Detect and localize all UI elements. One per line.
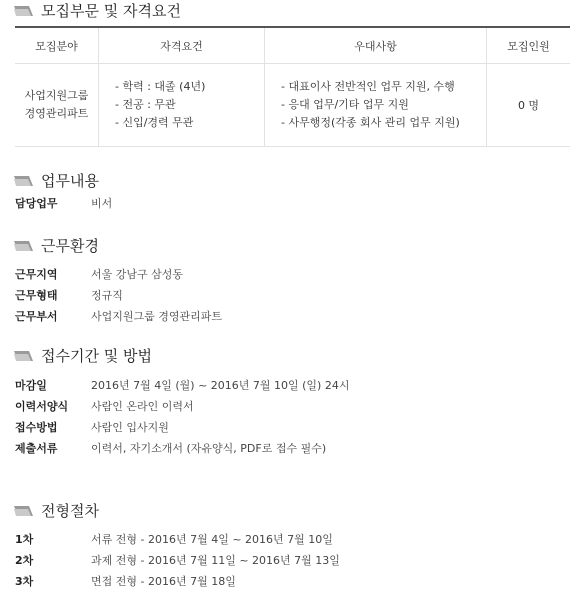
preference-item: - 응대 업무/기타 업무 지원 [281,98,409,111]
item-value: 사업지원그룹 경영관리파트 [91,310,223,323]
item-value: 2016년 7월 4일 (월) ~ 2016년 7월 10일 (일) 24시 [91,379,350,392]
field-line: 사업지원그룹 [24,89,89,102]
list-item [15,398,349,419]
requirements-table [15,26,570,147]
item-value: 사람인 온라인 이력서 [91,400,194,413]
section-title-environment [14,235,99,256]
section-bullet-icon [14,5,34,17]
list-item [15,419,349,440]
environment-list [15,266,222,329]
section-title-requirements [14,0,181,21]
item-label: 제출서류 [15,442,58,455]
item-label: 접수방법 [15,421,58,434]
item-value: 정규직 [91,289,123,302]
header-qualifications: 자격요건 [99,27,265,64]
item-value: 과제 전형 - 2016년 7월 11일 ~ 2016년 7월 13일 [91,554,340,567]
section-title-text: 접수기간 및 방법 [41,347,152,365]
list-item [15,552,340,573]
table-row [15,64,570,147]
preference-item: - 대표이사 전반적인 업무 지원, 수행 [281,80,455,93]
item-label: 이력서양식 [15,400,69,413]
item-value: 이력서, 자기소개서 (자유양식, PDF로 접수 필수) [91,442,327,455]
item-value: 사람인 입사지원 [91,421,169,434]
header-count: 모집인원 [487,27,571,64]
list-item [15,287,222,308]
cell-qualifications [99,64,265,147]
section-title-process [14,500,99,521]
item-label: 담당업무 [15,197,58,210]
qualification-item: - 신입/경력 무관 [115,116,194,129]
duties-list [15,195,112,216]
section-title-text: 모집부문 및 자격요건 [41,2,181,20]
section-title-duties [14,170,99,191]
header-preferences: 우대사항 [265,27,487,64]
list-item [15,440,349,480]
table-header-row [15,27,570,64]
item-value: 서류 전형 - 2016년 7월 4일 ~ 2016년 7월 10일 [91,533,333,546]
header-field: 모집분야 [15,27,99,64]
list-item [15,573,340,594]
item-label: 1차 [15,533,34,546]
section-bullet-icon [14,240,34,252]
item-label: 마감일 [15,379,47,392]
section-title-text: 근무환경 [41,237,99,255]
field-line: 경영관리파트 [24,107,89,120]
preference-item: - 사무행정(각종 회사 관리 업무 지원) [281,116,460,129]
section-title-text: 업무내용 [41,172,99,190]
list-item [15,308,222,329]
cell-field [15,64,99,147]
list-item [15,377,349,398]
process-list [15,531,340,594]
item-value: 서울 강남구 삼성동 [91,268,184,281]
list-item [15,531,340,552]
item-label: 근무지역 [15,268,58,281]
qualification-item: - 전공 : 무관 [115,98,176,111]
section-bullet-icon [14,350,34,362]
cell-preferences [265,64,487,147]
section-title-application [14,345,152,366]
cell-count: 0 명 [487,64,571,147]
item-label: 근무형태 [15,289,58,302]
section-bullet-icon [14,505,34,517]
application-list [15,377,349,480]
list-item [15,266,222,287]
qualification-item: - 학력 : 대졸 (4년) [115,80,206,93]
list-item [15,195,112,216]
item-label: 2차 [15,554,34,567]
item-label: 3차 [15,575,34,588]
item-value: 비서 [91,197,113,210]
section-bullet-icon [14,175,34,187]
section-title-text: 전형절차 [41,502,99,520]
item-value: 면접 전형 - 2016년 7월 18일 [91,575,236,588]
item-label: 근무부서 [15,310,58,323]
